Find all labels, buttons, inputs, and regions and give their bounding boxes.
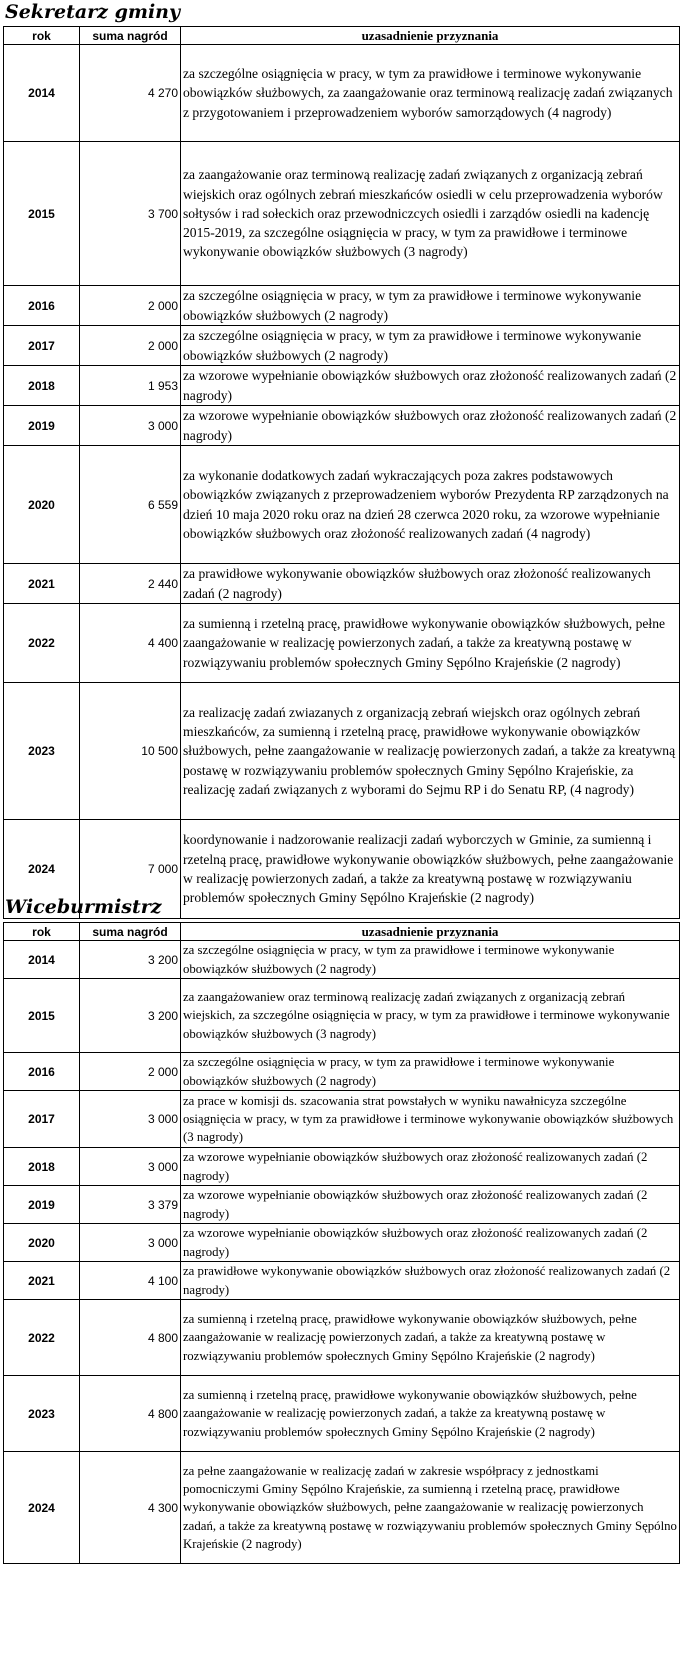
table-row [4,1148,680,1186]
table-row [4,979,680,1053]
cell-justification: za prace w komisji ds. szacowania strat powstałych w wyniku nawałnicyza szczególne osiągnięcia w pracy, w tym za prawidłowe i terminowe wykonywanie obowiązków służbowych (3 nagrody) [181,1091,680,1148]
section-wiceburmistrz [3,892,679,1564]
cell-year: 2023 [4,683,80,820]
table-row [4,1262,680,1300]
cell-year: 2019 [4,1186,80,1224]
cell-sum: 3 000 [80,406,181,446]
cell-year: 2024 [4,820,80,919]
cell-year: 2022 [4,1300,80,1376]
cell-justification: za sumienną i rzetelną pracę, prawidłowe wykonywanie obowiązków służbowych, pełne zaangażowanie w realizację powierzonych zadań, a także za kreatywną postawę w rozwiązywaniu problemów społecznych Gminy Sępólno Krajeńskie (2 nagrody) [181,1300,680,1376]
cell-sum: 2 000 [80,286,181,326]
table-header-row [4,27,680,45]
cell-justification: za wzorowe wypełnianie obowiązków służbowych oraz złożoność realizowanych zadań (2 nagrody) [181,1148,680,1186]
cell-sum: 7 000 [80,820,181,919]
table-row [4,1300,680,1376]
cell-sum: 4 300 [80,1452,181,1564]
table-row [4,1091,680,1148]
cell-sum: 1 953 [80,366,181,406]
cell-year: 2017 [4,326,80,366]
cell-justification: za szczególne osiągnięcia w pracy, w tym za prawidłowe i terminowe wykonywanie obowiązków służbowych (2 nagrody) [181,286,680,326]
cell-year: 2015 [4,979,80,1053]
cell-sum: 3 700 [80,142,181,286]
cell-sum: 3 000 [80,1224,181,1262]
cell-sum: 10 500 [80,683,181,820]
cell-justification: za sumienną i rzetelną pracę, prawidłowe wykonywanie obowiązków służbowych, pełne zaangażowanie w realizację powierzonych zadań, a także za kreatywną postawę w rozwiązywaniu problemów społecznych Gminy Sępólno Krajeńskie (2 nagrody) [181,604,680,683]
cell-year: 2015 [4,142,80,286]
cell-justification: za szczególne osiągnięcia w pracy, w tym za prawidłowe i terminowe wykonywanie obowiązków służbowych, za zaangażowanie oraz terminową realizację zadań związanych z przygotowaniem i przeprowadzeniem wyborów samorządowych (4 nagrody) [181,45,680,142]
cell-sum: 3 379 [80,1186,181,1224]
cell-justification: za zaangażowanie oraz terminową realizację zadań związanych z organizacją zebrań wiejskich oraz ogólnych zebrań mieszkańców osiedli w celu przeprowadzenia wyborów sołtysów i rad sołeckich oraz przewodniczcych osiedli i zarządów osiedli na kadencję 2015-2019, za szczególne osiągnięcia w pracy, w tym za prawidłowe i terminowe wykonywanie obowiązków służbowych (3 nagrody) [181,142,680,286]
cell-sum: 4 270 [80,45,181,142]
cell-year: 2016 [4,286,80,326]
cell-sum: 4 800 [80,1376,181,1452]
cell-year: 2016 [4,1053,80,1091]
cell-year: 2022 [4,604,80,683]
cell-justification: za realizację zadań zwiazanych z organizacją zebrań wiejskch oraz ogólnych zebrań mieszkańców, za sumienną i rzetelną pracę, prawidłowe wykonywanie obowiązków służbowych, pełne zaangażowanie w realizację powierzonych zadań, a także za kreatywną postawę w rozwiązywaniu problemów społecznych Gminy Sępólno Krajeńskie, za realizację zadań związanych z wyborami do Sejmu RP i do Senatu RP, (4 nagrody) [181,683,680,820]
cell-sum: 4 800 [80,1300,181,1376]
header-sum: suma nagród [80,27,181,45]
cell-justification: za pełne zaangażowanie w realizację zadań w zakresie współpracy z jednostkami pomocniczymi Gminy Sępólno Krajeńskie, za sumienną i rzetelną pracę, prawidłowe wykonywanie obowiązków służbowych, pełne zaangażowanie w realizację powierzonych zadań, a także za kreatywną postawę w rozwiązywaniu problemów społecznych Gminy Sępólno Krajeńskie (2 nagrody) [181,1452,680,1564]
cell-year: 2024 [4,1452,80,1564]
cell-sum: 2 440 [80,564,181,604]
cell-sum: 4 400 [80,604,181,683]
cell-year: 2014 [4,45,80,142]
cell-year: 2018 [4,366,80,406]
table-row [4,45,680,142]
cell-sum: 3 000 [80,1091,181,1148]
table-header-row [4,923,680,941]
header-justification: uzasadnienie przyznania [181,27,680,45]
cell-year: 2017 [4,1091,80,1148]
table-row [4,1186,680,1224]
table-row [4,286,680,326]
table-row [4,406,680,446]
header-year: rok [4,27,80,45]
cell-justification: za wzorowe wypełnianie obowiązków służbowych oraz złożoność realizowanych zadań (2 nagrody) [181,406,680,446]
cell-justification: za prawidłowe wykonywanie obowiązków służbowych oraz złożoność realizowanych zadań (2 nagrody) [181,564,680,604]
cell-sum: 3 200 [80,941,181,979]
table-row [4,564,680,604]
cell-justification: za wykonanie dodatkowych zadań wykraczających poza zakres podstawowych obowiązków związanych z przeprowadzeniem wyborów Prezydenta RP zarządzonych na dzień 10 maja 2020 roku oraz na dzień 28 czerwca 2020 roku, za wzorowe wypełnianie obowiązków służbowych oraz złożoność realizowanych zadań (4 nagrody) [181,446,680,564]
cell-sum: 2 000 [80,326,181,366]
cell-sum: 3 200 [80,979,181,1053]
cell-sum: 4 100 [80,1262,181,1300]
cell-justification: za zaangażowaniew oraz terminową realizację zadań związanych z organizacją zebrań wiejskich, za szczególne osiągnięcia w pracy, w tym za prawidłowe i terminowe wykonywanie obowiązków służbowych (3 nagrody) [181,979,680,1053]
header-sum: suma nagród [80,923,181,941]
cell-year: 2021 [4,1262,80,1300]
cell-year: 2018 [4,1148,80,1186]
cell-justification: za szczególne osiągnięcia w pracy, w tym za prawidłowe i terminowe wykonywanie obowiązków służbowych (2 nagrody) [181,941,680,979]
cell-justification: za prawidłowe wykonywanie obowiązków służbowych oraz złożoność realizowanych zadań (2 nagrody) [181,1262,680,1300]
table-row [4,683,680,820]
cell-justification: za wzorowe wypełnianie obowiązków służbowych oraz złożoność realizowanych zadań (2 nagrody) [181,366,680,406]
awards-table [3,26,680,919]
table-row [4,604,680,683]
cell-year: 2020 [4,1224,80,1262]
cell-year: 2014 [4,941,80,979]
header-year: rok [4,923,80,941]
cell-year: 2021 [4,564,80,604]
table-row [4,1053,680,1091]
cell-justification: za szczególne osiągnięcia w pracy, w tym za prawidłowe i terminowe wykonywanie obowiązków służbowych (2 nagrody) [181,326,680,366]
section-title: Wiceburmistrz [5,896,162,918]
table-row [4,1224,680,1262]
cell-justification: za szczególne osiągnięcia w pracy, w tym za prawidłowe i terminowe wykonywanie obowiązków służbowych (2 nagrody) [181,1053,680,1091]
section-title: Sekretarz gminy [5,1,181,23]
table-row [4,941,680,979]
cell-year: 2023 [4,1376,80,1452]
cell-sum: 2 000 [80,1053,181,1091]
cell-justification: koordynowanie i nadzorowanie realizacji zadań wyborczych w Gminie, za sumienną i rzetelną pracę, prawidłowe wykonywanie obowiązków służbowych, pełne zaangażowanie w realizację powierzonych zadań, a także za kreatywną postawę w rozwiązywaniu problemów społecznych Gminy Sępólno Krajeńskie (2 nagrody) [181,820,680,919]
cell-sum: 6 559 [80,446,181,564]
table-row [4,1376,680,1452]
table-row [4,366,680,406]
cell-year: 2020 [4,446,80,564]
cell-justification: za wzorowe wypełnianie obowiązków służbowych oraz złożoność realizowanych zadań (2 nagrody) [181,1224,680,1262]
table-row [4,1452,680,1564]
table-row [4,326,680,366]
section-sekretarz [3,0,679,919]
awards-table [3,922,680,1564]
cell-justification: za wzorowe wypełnianie obowiązków służbowych oraz złożoność realizowanych zadań (2 nagrody) [181,1186,680,1224]
cell-justification: za sumienną i rzetelną pracę, prawidłowe wykonywanie obowiązków służbowych, pełne zaangażowanie w realizację powierzonych zadań, a także za kreatywną postawę w rozwiązywaniu problemów społecznych Gminy Sępólno Krajeńskie (2 nagrody) [181,1376,680,1452]
cell-sum: 3 000 [80,1148,181,1186]
header-justification: uzasadnienie przyznania [181,923,680,941]
table-row [4,446,680,564]
cell-year: 2019 [4,406,80,446]
table-row [4,142,680,286]
